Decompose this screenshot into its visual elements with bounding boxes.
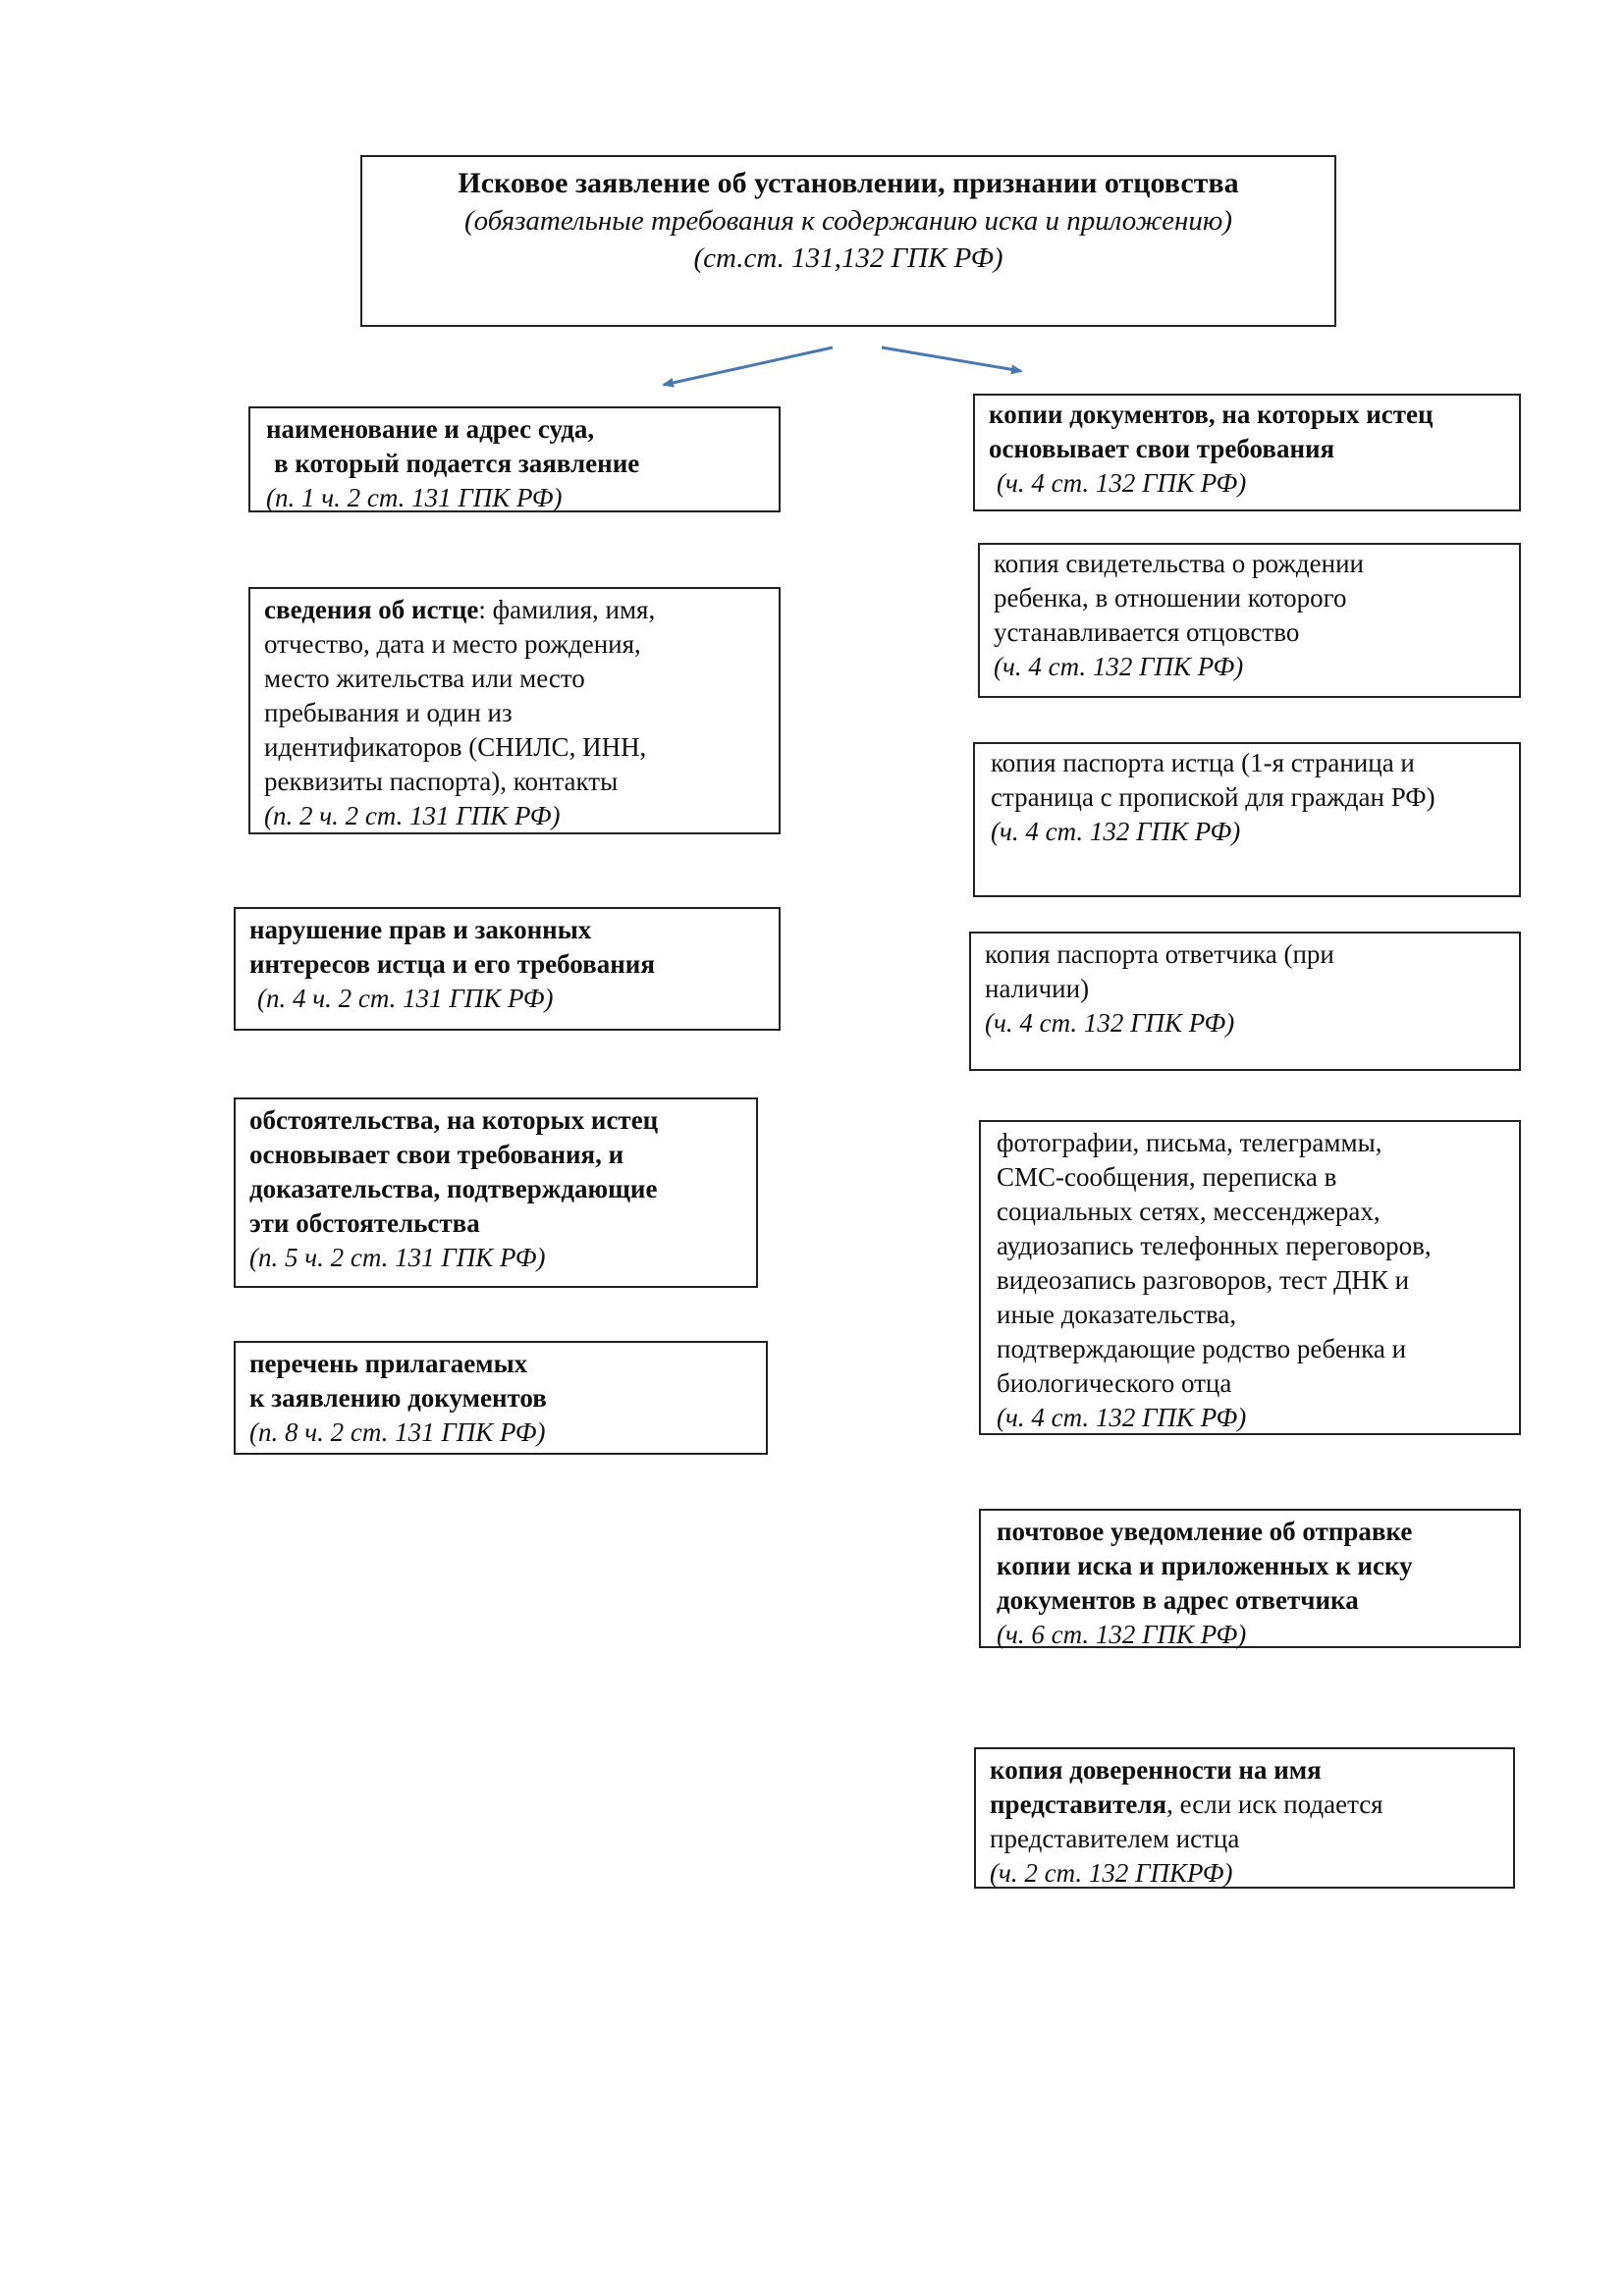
plaintiff-line1: : фамилия, имя, <box>478 595 656 624</box>
power-box <box>974 1747 1515 1889</box>
arrow-right <box>882 347 1021 371</box>
circumstances-ref: (п. 5 ч. 2 ст. 131 ГПК РФ) <box>249 1243 546 1272</box>
passport-plaintiff-ref: (ч. 4 ст. 132 ГПК РФ) <box>991 817 1241 846</box>
copies-ref: (ч. 4 ст. 132 ГПК РФ) <box>997 468 1247 498</box>
copies-box <box>973 394 1521 511</box>
circumstances-box <box>234 1097 758 1288</box>
circumstances-line3: доказательства, подтверждающие <box>249 1174 658 1203</box>
circumstances-line1: обстоятельства, на которых истец <box>249 1105 659 1135</box>
evidence-ref: (ч. 4 ст. 132 ГПК РФ) <box>997 1403 1247 1432</box>
power-line1: копия доверенности на имя <box>990 1755 1322 1785</box>
evidence-line5: видеозапись разговоров, тест ДНК и <box>997 1265 1410 1295</box>
notice-line2: копии иска и приложенных к иску <box>997 1551 1413 1580</box>
evidence-line8: биологического отца <box>997 1368 1232 1398</box>
circumstances-line2: основывает свои требования, и <box>249 1140 624 1169</box>
copies-line2: основывает свои требования <box>989 434 1335 463</box>
court-line2: в который подается заявление <box>274 449 640 478</box>
plaintiff-box <box>248 587 781 834</box>
list-line1: перечень прилагаемых <box>249 1349 528 1378</box>
plaintiff-ref: (п. 2 ч. 2 ст. 131 ГПК РФ) <box>264 801 561 830</box>
power-line2: , если иск подается <box>1166 1789 1383 1819</box>
list-line2: к заявлению документов <box>249 1383 547 1413</box>
court-ref: (п. 1 ч. 2 ст. 131 ГПК РФ) <box>266 483 563 512</box>
notice-box <box>979 1509 1521 1648</box>
birth-line3: устанавливается отцовство <box>994 617 1300 647</box>
passport-defendant-line1: копия паспорта ответчика (при <box>985 939 1334 969</box>
birth-ref: (ч. 4 ст. 132 ГПК РФ) <box>994 652 1244 681</box>
circumstances-line4: эти обстоятельства <box>249 1208 480 1238</box>
court-box <box>248 406 781 512</box>
violation-box <box>234 907 781 1031</box>
passport-defendant-ref: (ч. 4 ст. 132 ГПК РФ) <box>985 1008 1235 1038</box>
violation-ref: (п. 4 ч. 2 ст. 131 ГПК РФ) <box>257 984 554 1013</box>
violation-line2: интересов истца и его требования <box>249 949 655 979</box>
evidence-line3: социальных сетях, мессенджерах, <box>997 1197 1380 1226</box>
notice-line3: документов в адрес ответчика <box>997 1585 1359 1615</box>
passport-plaintiff-line1: копия паспорта истца (1-я страница и <box>991 748 1415 777</box>
title-heading: Исковое заявление об установлении, признании отцовства <box>458 167 1239 199</box>
evidence-line1: фотографии, письма, телеграммы, <box>997 1128 1382 1157</box>
evidence-box <box>979 1120 1521 1435</box>
plaintiff-line2: отчество, дата и место рождения, <box>264 629 641 659</box>
list-ref: (п. 8 ч. 2 ст. 131 ГПК РФ) <box>249 1417 546 1447</box>
birth-line1: копия свидетельства о рождении <box>994 549 1364 578</box>
power-bold2: представителя <box>990 1789 1167 1819</box>
violation-line1: нарушение прав и законных <box>249 915 592 944</box>
copies-line1: копии документов, на которых истец <box>989 400 1434 429</box>
title-articles: (ст.ст. 131,132 ГПК РФ) <box>693 242 1003 274</box>
passport-defendant-line2: наличии) <box>985 974 1090 1003</box>
plaintiff-bold: сведения об истце <box>264 595 479 624</box>
notice-ref: (ч. 6 ст. 132 ГПК РФ) <box>997 1620 1247 1649</box>
notice-line1: почтовое уведомление об отправке <box>997 1517 1413 1546</box>
passport-defendant-box <box>969 932 1521 1071</box>
arrow-left <box>664 347 833 385</box>
birth-box <box>978 543 1521 698</box>
title-subtitle: (обязательные требования к содержанию иска и приложению) <box>463 205 1233 237</box>
plaintiff-line3: место жительства или место <box>264 664 585 693</box>
plaintiff-line5: идентификаторов (СНИЛС, ИНН, <box>264 732 647 762</box>
evidence-line4: аудиозапись телефонных переговоров, <box>997 1231 1432 1260</box>
evidence-line2: СМС-сообщения, переписка в <box>997 1162 1337 1192</box>
plaintiff-line4: пребывания и один из <box>264 698 513 727</box>
passport-plaintiff-line2: страница с пропиской для граждан РФ) <box>991 782 1435 812</box>
plaintiff-line6: реквизиты паспорта), контакты <box>264 767 619 796</box>
court-line1: наименование и адрес суда, <box>266 414 595 444</box>
evidence-line6: иные доказательства, <box>997 1300 1237 1329</box>
list-box <box>234 1341 768 1455</box>
power-line3: представителем истца <box>990 1824 1240 1853</box>
birth-line2: ребенка, в отношении которого <box>994 583 1347 613</box>
evidence-line7: подтверждающие родство ребенка и <box>997 1334 1407 1363</box>
power-ref: (ч. 2 ст. 132 ГПКРФ) <box>990 1858 1233 1888</box>
passport-plaintiff-box <box>973 742 1521 897</box>
